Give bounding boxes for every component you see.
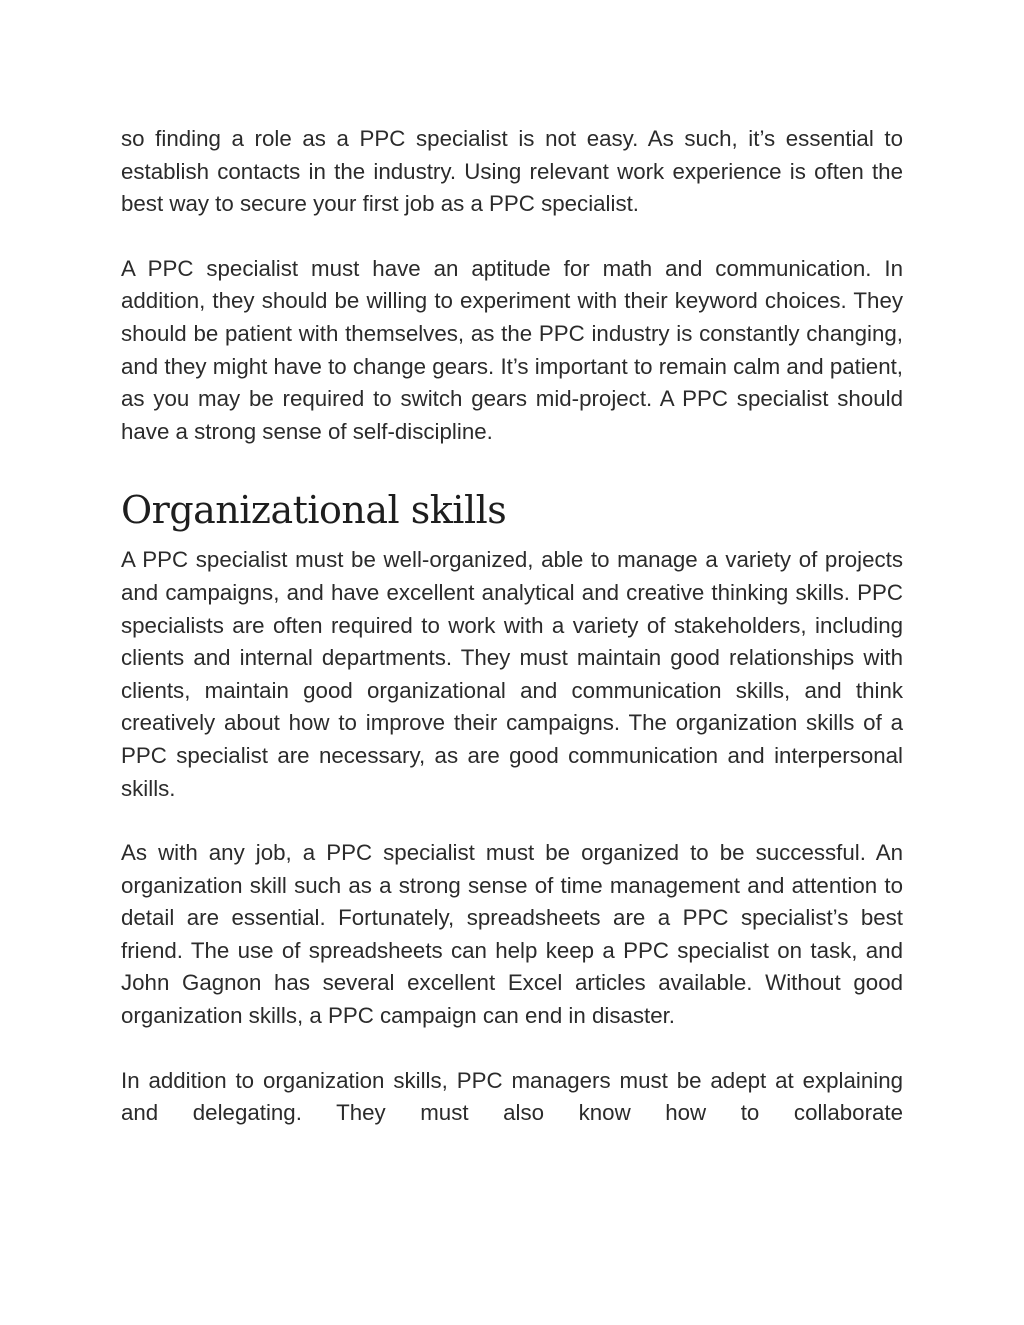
paragraph: As with any job, a PPC specialist must be organized to be successful. An organization skill such as a strong sense of time management and attention to detail are essential. Fortunately, spreadsheets are a PPC specialist’s best friend. The use of spreadsheets can help keep a PPC specialist on task, and John Gagnon has several excellent Excel articles available. Without good organization skills, a PPC campaign can end in disaster.	[121, 840, 903, 1029]
paragraph: In addition to organization skills, PPC managers must be adept at explaining and delegating. They must also know how to collaborate	[121, 1067, 903, 1126]
section-heading: Organizational skills	[121, 488, 507, 533]
paragraph: A PPC specialist must be well-organized, able to manage a variety of projects and campaigns, and have excellent analytical and creative thinking skills. PPC specialists are often required to work with a variety of stakeholders, including clients and internal departments. They must maintain good relationships with clients, maintain good organizational and communication skills, and think creatively about how to improve their campaigns. The organization skills of a PPC specialist are necessary, as are good communication and interpersonal skills.	[121, 547, 903, 801]
document-page	[121, 123, 903, 1130]
paragraph: A PPC specialist must have an aptitude for math and communication. In addition, they should be willing to experiment with their keyword choices. They should be patient with themselves, as the PPC industry is constantly changing, and they might have to change gears. It’s important to remain calm and patient, as you may be required to switch gears mid-project. A PPC specialist should have a strong sense of self-discipline.	[121, 255, 903, 444]
paragraph: so finding a role as a PPC specialist is not easy. As such, it’s essential to establish contacts in the industry. Using relevant work experience is often the best way to secure your first job as a PPC specialist.	[121, 126, 903, 217]
